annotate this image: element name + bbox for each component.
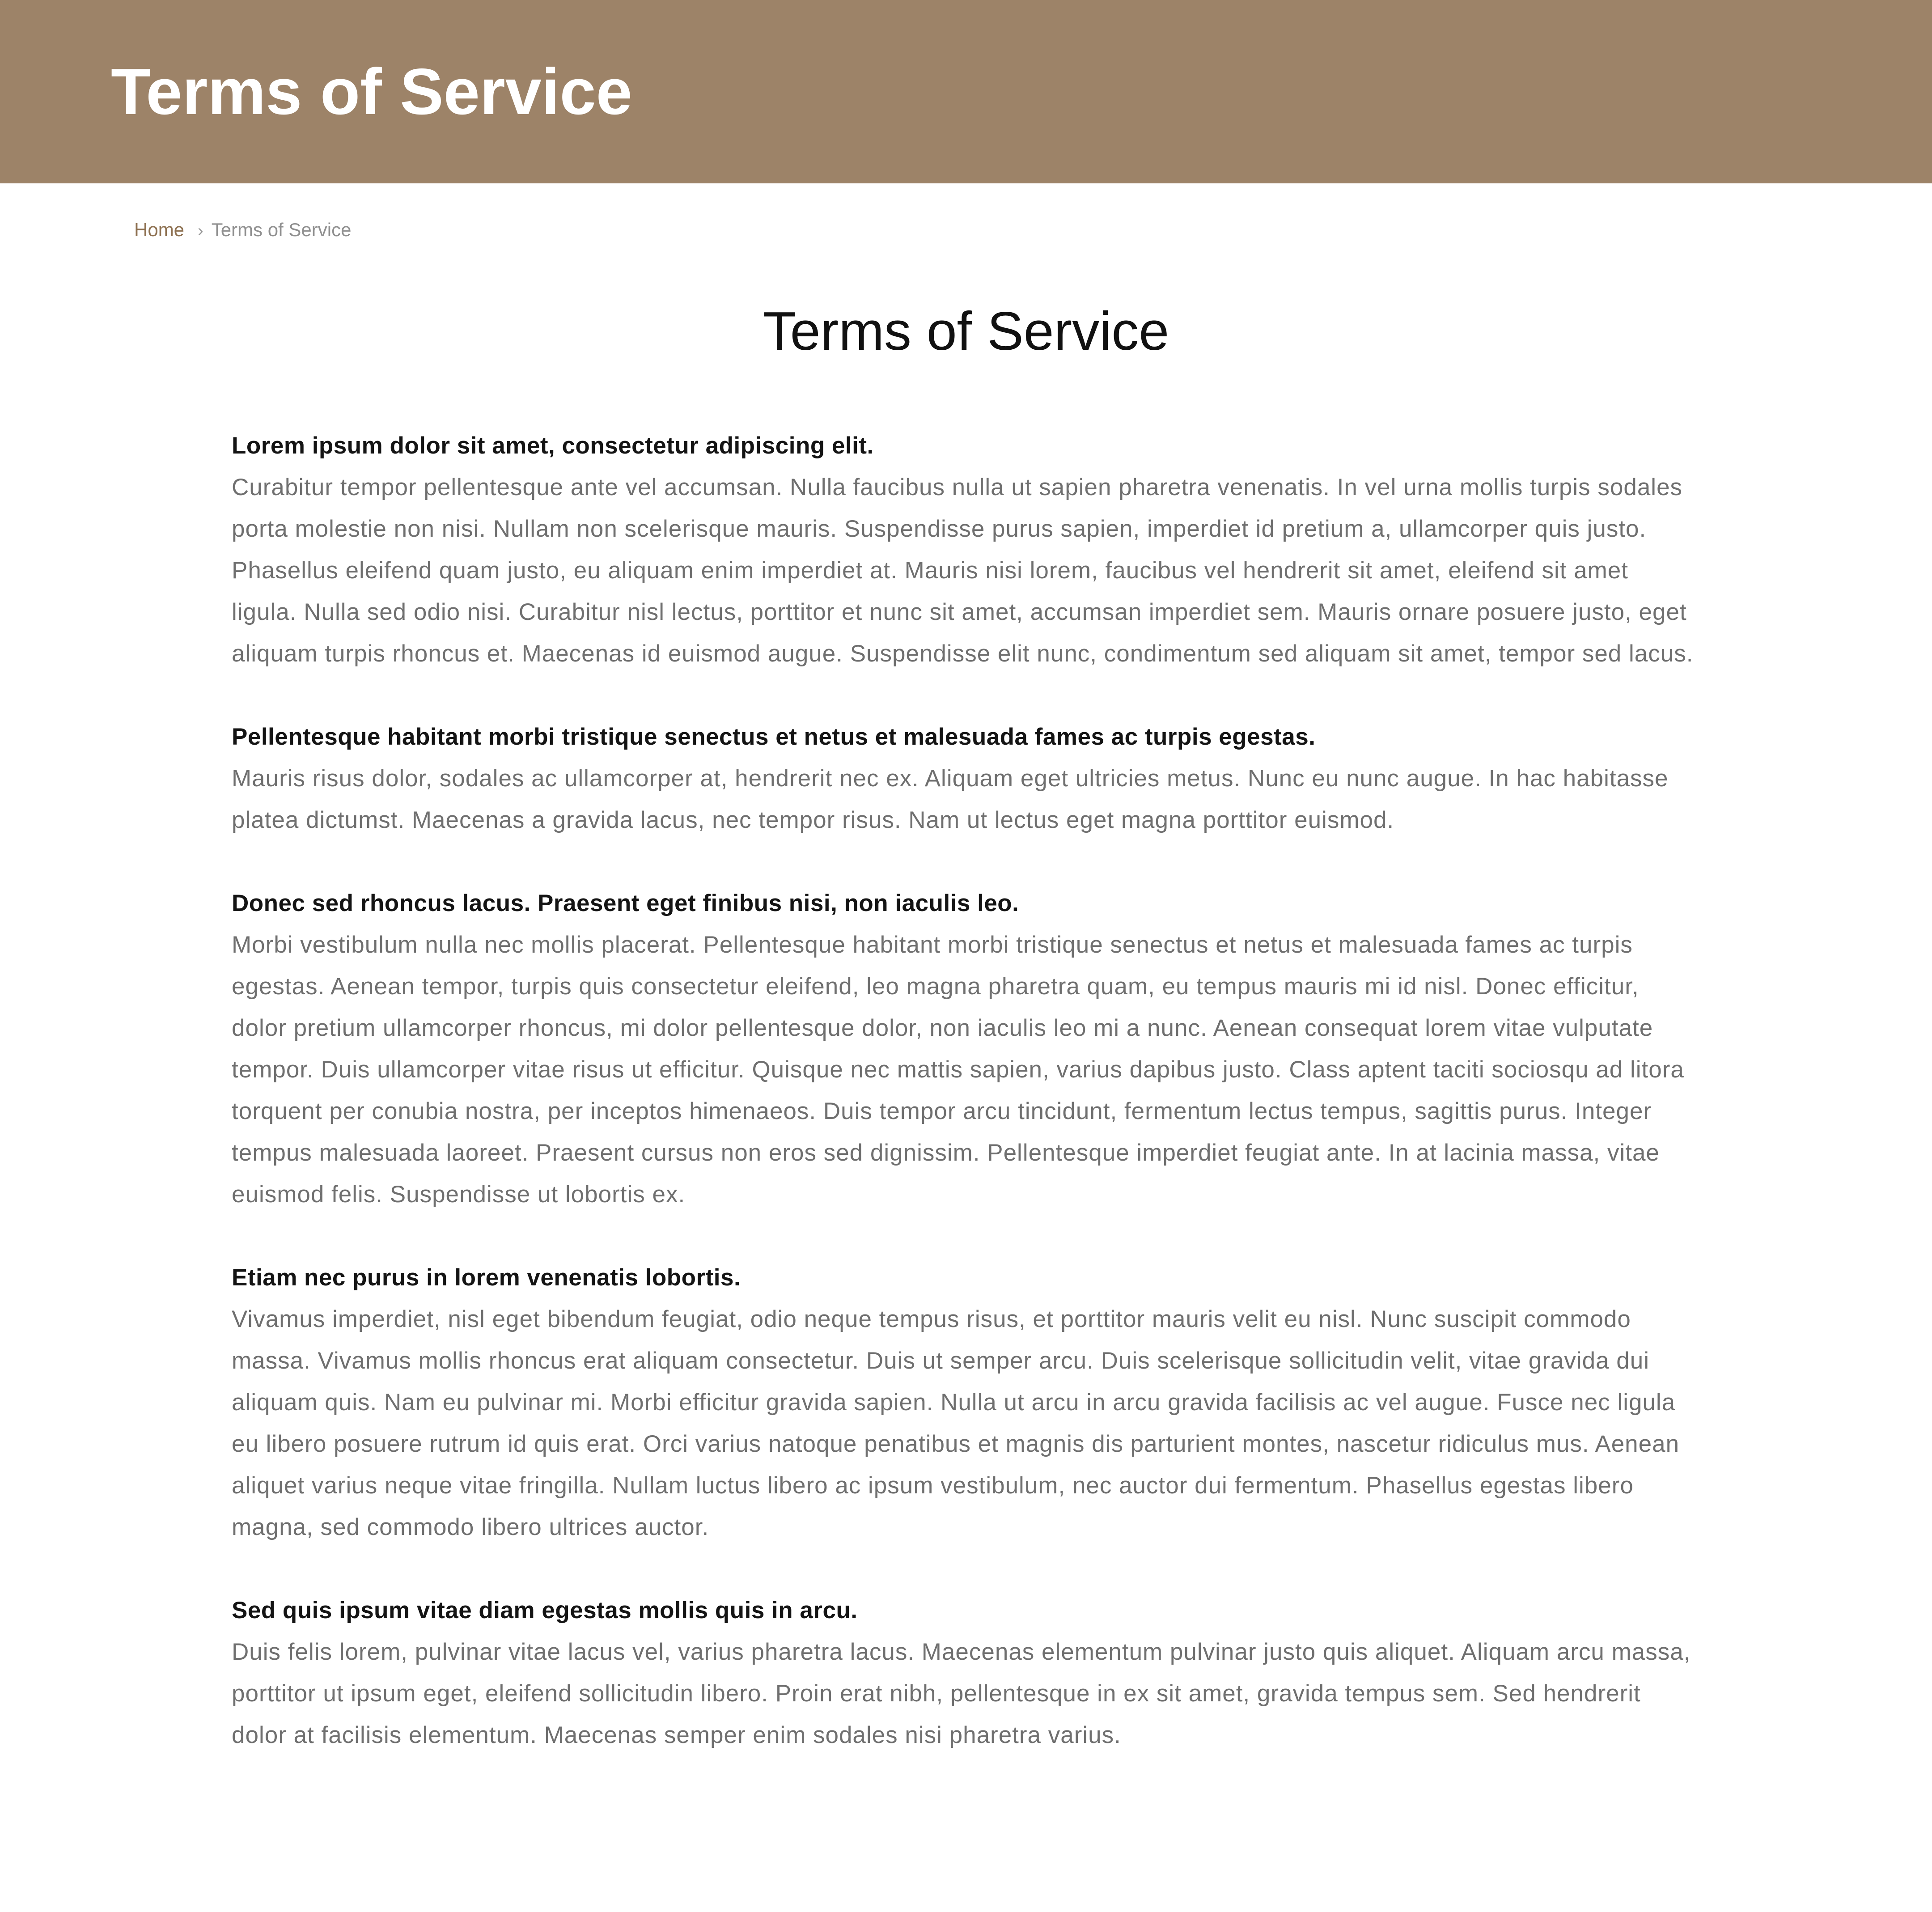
section-body: Duis felis lorem, pulvinar vitae lacus vel, varius pharetra lacus. Maecenas elementum pulvinar justo quis aliquet. Aliquam arcu massa, porttitor ut ipsum eget, eleifend sollicitudin libero. Proin erat nibh, pellentesque in ex sit amet, gravida tempus sem. Sed hendrerit dolor at facilisis elementum. Maecenas semper enim sodales nisi pharetra varius.	[232, 1639, 1691, 1748]
breadcrumb-home-link[interactable]: Home	[134, 219, 185, 240]
section-title: Pellentesque habitant morbi tristique senectus et netus et malesuada fames ac turpis egestas.	[232, 724, 1316, 750]
section-body: Morbi vestibulum nulla nec mollis placerat. Pellentesque habitant morbi tristique senectus et netus et malesuada fames ac turpis egestas. Aenean tempor, turpis quis consectetur eleifend, leo magna pharetra quam, eu tempus mauris mi id nisl. Donec efficitur, dolor pretium ullamcorper rhoncus, mi dolor pellentesque dolor, non iaculis leo mi a nunc. Aenean consequat lorem vitae vulputate tempor. Duis ullamcorper vitae risus ut efficitur. Quisque nec mattis sapien, varius dapibus justo. Class aptent taciti sociosqu ad litora torquent per conubia nostra, per inceptos himenaeos. Duis tempor arcu tincidunt, fermentum lectus tempus, sagittis purus. Integer tempus malesuada laoreet. Praesent cursus non eros sed dignissim. Pellentesque imperdiet feugiat ante. In at lacinia massa, vitae euismod felis. Suspendisse ut lobortis ex.	[232, 932, 1684, 1208]
section-body: Curabitur tempor pellentesque ante vel accumsan. Nulla faucibus nulla ut sapien pharetra venenatis. In vel urna mollis turpis sodales porta molestie non nisi. Nullam non scelerisque mauris. Suspendisse purus sapien, imperdiet id pretium a, ullamcorper quis justo. Phasellus eleifend quam justo, eu aliquam enim imperdiet at. Mauris nisi lorem, faucibus vel hendrerit sit amet, eleifend sit amet ligula. Nulla sed odio nisi. Curabitur nisl lectus, porttitor et nunc sit amet, accumsan imperdiet sem. Mauris ornare posuere justo, eget aliquam turpis rhoncus et. Maecenas id euismod augue. Suspendisse elit nunc, condimentum sed aliquam sit amet, tempor sed lacus.	[232, 474, 1694, 667]
section-body: Vivamus imperdiet, nisl eget bibendum feugiat, odio neque tempus risus, et porttitor mauris velit eu nisl. Nunc suscipit commodo massa. Vivamus mollis rhoncus erat aliquam consectetur. Duis ut semper arcu. Duis scelerisque sollicitudin velit, vitae gravida dui aliquam quis. Nam eu pulvinar mi. Morbi efficitur gravida sapien. Nulla ut arcu in arcu gravida facilisis ac vel augue. Fusce nec ligula eu libero posuere rutrum id quis erat. Orci varius natoque penatibus et magnis dis parturient montes, nascetur ridiculus mus. Aenean aliquet varius neque vitae fringilla. Nullam luctus libero ac ipsum vestibulum, nec auctor dui fermentum. Phasellus egestas libero magna, sed commodo libero ultrices auctor.	[232, 1306, 1680, 1540]
page-title: Terms of Service	[763, 301, 1169, 361]
section-title: Etiam nec purus in lorem venenatis lobortis.	[232, 1264, 741, 1291]
terms-section	[232, 882, 1699, 1215]
terms-content	[232, 425, 1699, 1798]
section-title: Sed quis ipsum vitae diam egestas mollis quis in arcu.	[232, 1597, 858, 1624]
section-title: Donec sed rhoncus lacus. Praesent eget finibus nisi, non iaculis leo.	[232, 890, 1019, 916]
terms-section	[232, 425, 1699, 674]
breadcrumb-current: Terms of Service	[211, 219, 352, 240]
terms-section	[232, 716, 1699, 841]
section-title: Lorem ipsum dolor sit amet, consectetur adipiscing elit.	[232, 432, 874, 459]
breadcrumb	[134, 216, 351, 244]
banner-title: Terms of Service	[111, 55, 632, 128]
breadcrumb-separator-icon: ›	[198, 221, 203, 240]
section-body: Mauris risus dolor, sodales ac ullamcorper at, hendrerit nec ex. Aliquam eget ultricies metus. Nunc eu nunc augue. In hac habitasse platea dictumst. Maecenas a gravida lacus, nec tempor risus. Nam ut lectus eget magna porttitor euismod.	[232, 765, 1669, 833]
page-banner	[0, 0, 1932, 183]
terms-section	[232, 1590, 1699, 1756]
terms-section	[232, 1257, 1699, 1548]
